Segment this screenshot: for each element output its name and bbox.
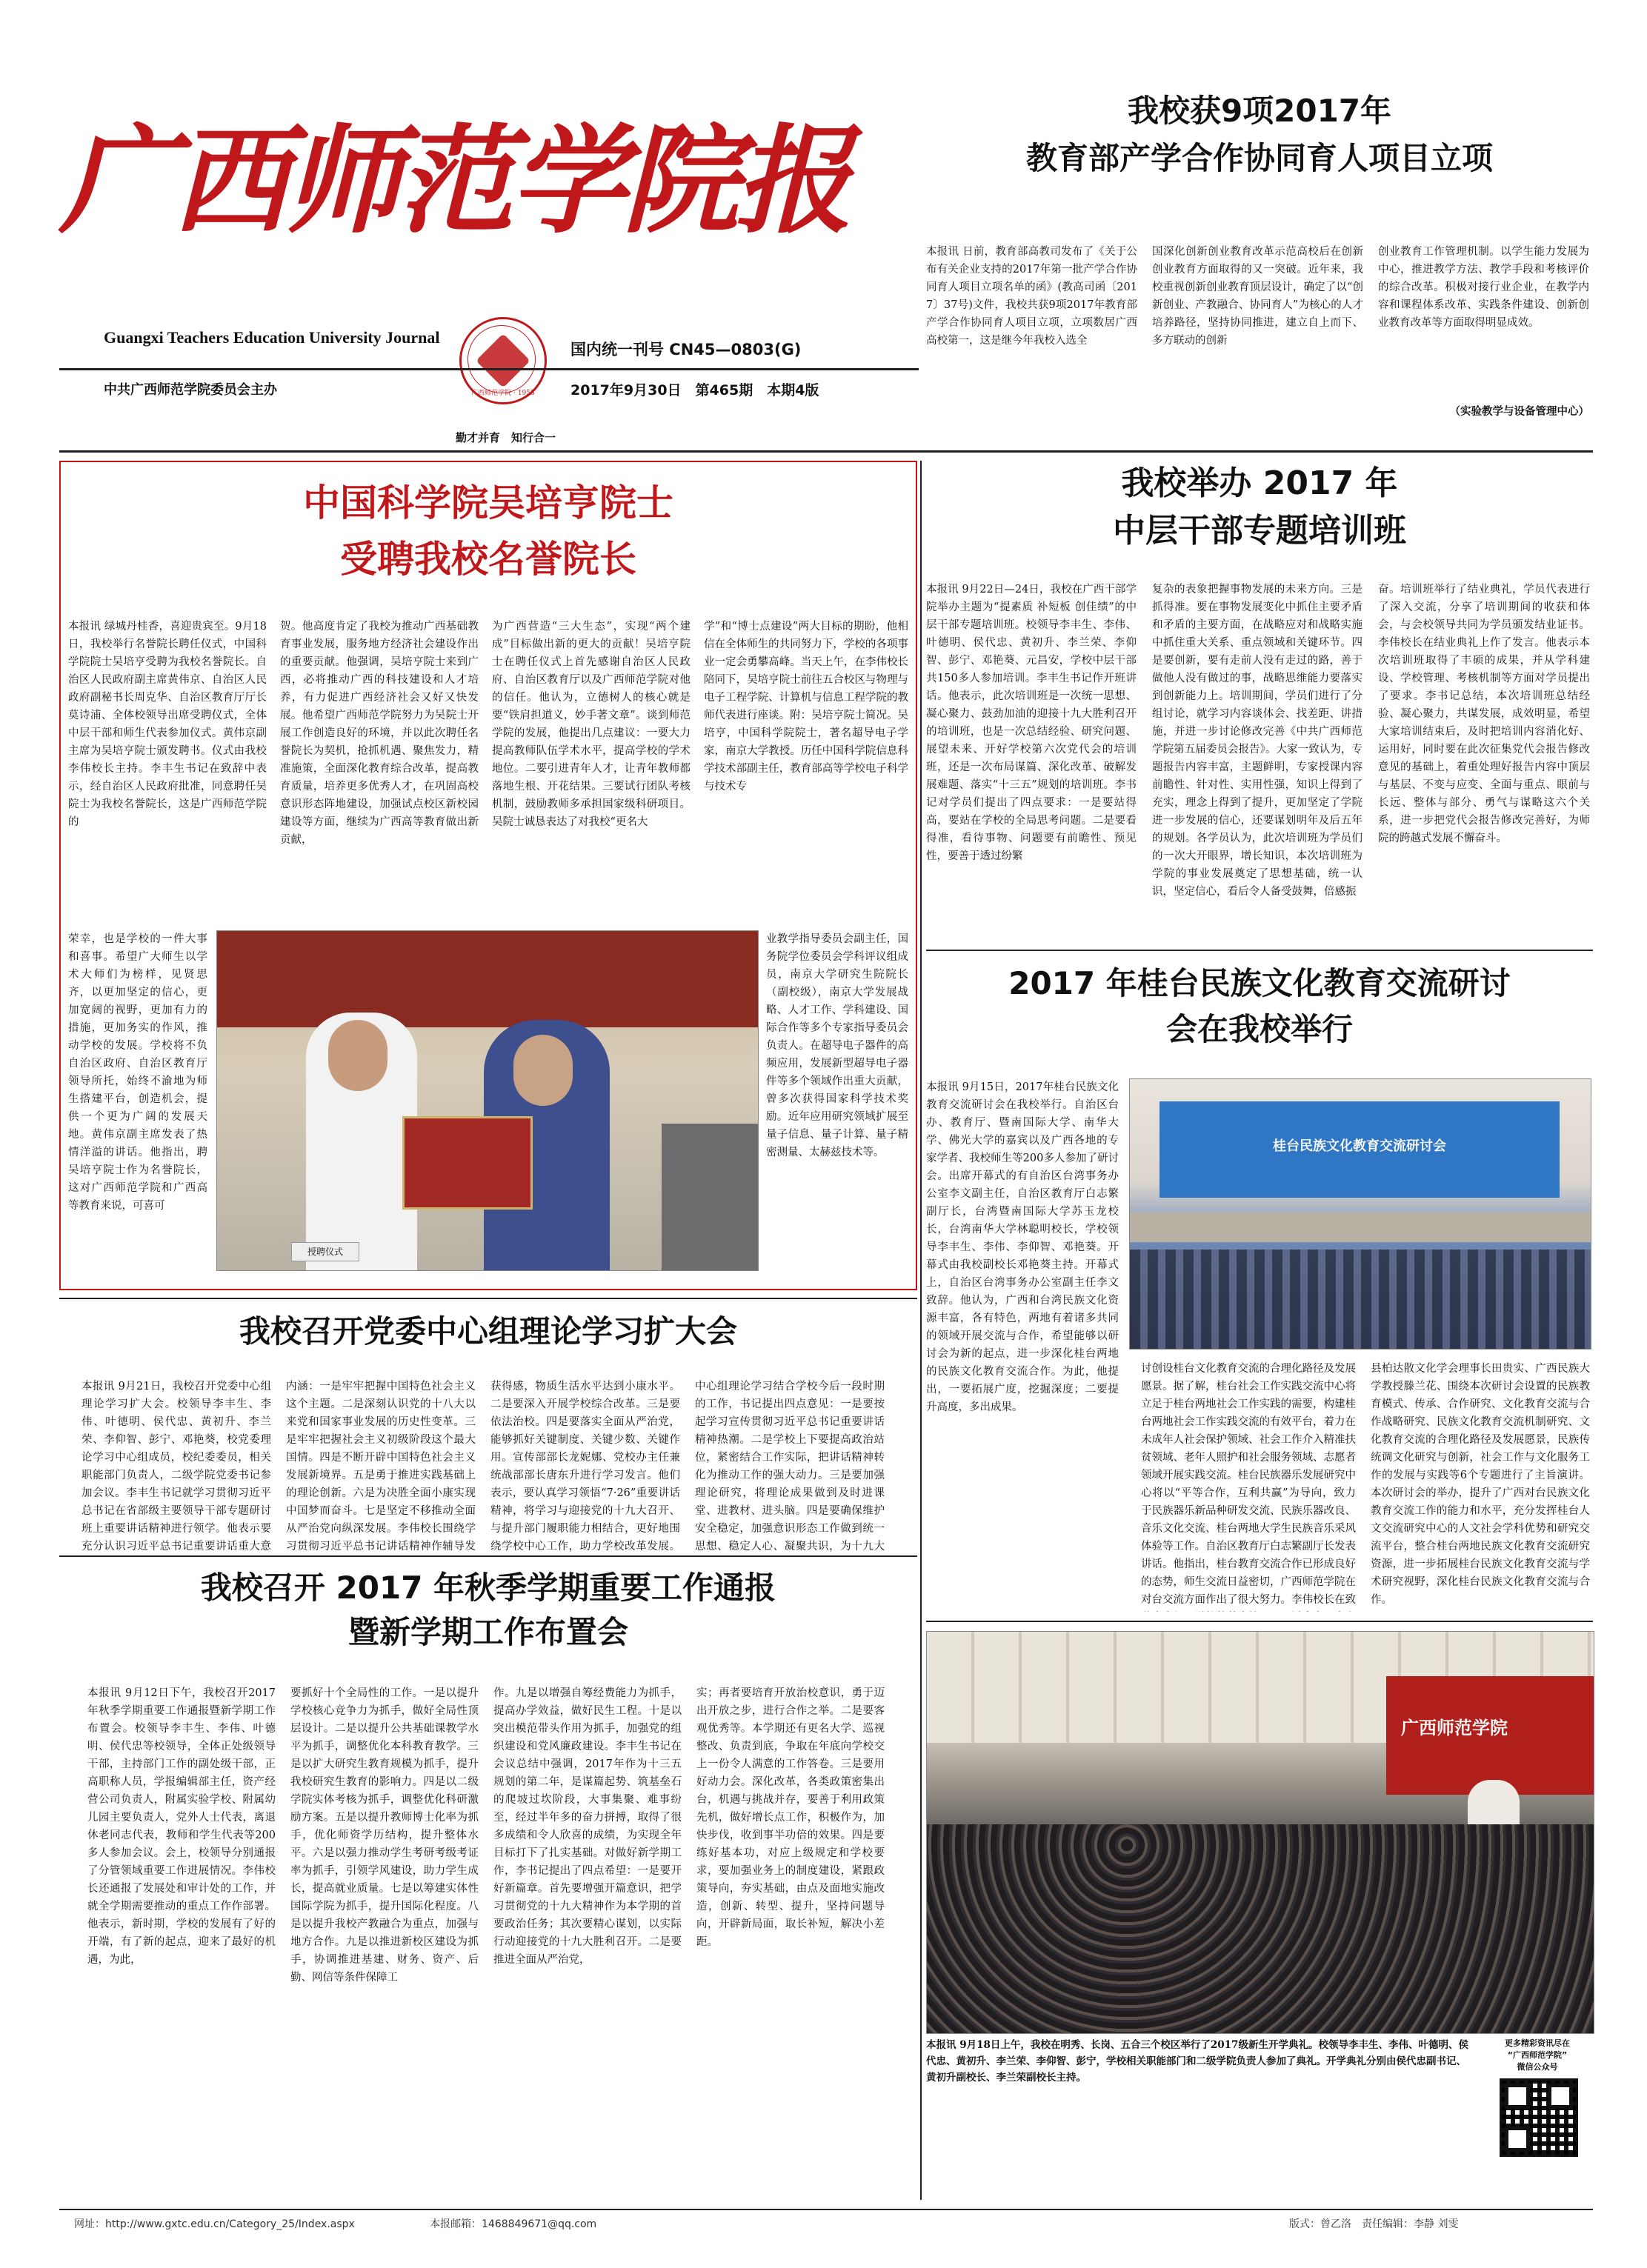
article-title-line2: 受聘我校名誉院长	[340, 538, 636, 581]
article-text-left-lower: 荣幸，也是学校的一件大事和喜事。希望广大师生以学术大师们为榜样，见贤思齐，以更加坚定的信心，更加宽阔的视野，更加有力的措施，更加务实的作风，推动学校的发展。学校将不负自治区政府、自治区教育厅领导所托，始终不渝地为师生搭建平台，创造机会，提供一个更为广阔的发展天地。黄伟京副主席发表了热情洋溢的讲话。他指出，聘吴培亨院士作为名誉院长，这对广西师范学院和广西高等教育来说，可喜可	[68, 933, 207, 1212]
article-title-line2: 教育部产学合作协同育人项目立项	[1025, 140, 1493, 176]
footer-website[interactable]: 网址：http://www.gxtc.edu.cn/Category_25/Index.aspx	[74, 2218, 355, 2230]
masthead-title: 广西师范学院报	[59, 113, 848, 250]
article-text-col2: 贺。他高度肯定了我校为推动广西基础教育事业发展，服务地方经济社会建设作出的重要贡献。他强调，吴培亨院士来到广西，必将推动广西的科技建设和人才培养，有力促进广西经济社会又好又快发展。他希望广西师范学院努力为吴院士开展工作创造良好的环境，并以此次聘任名誉院长为契机，抢抓机遇、聚焦发力，精准施策，全面深化教育综合改革，提高教育质量，培养更多优秀人才，在巩固高校意识形态阵地建设，加强试点校区新校园建设等方面，继续为广西高等教育做出新贡献，	[280, 621, 479, 846]
article-title-line1: 2017 年桂台民族文化教育交流研讨	[1008, 965, 1511, 1001]
article-semester-meeting	[59, 1564, 917, 2201]
article-industry-projects	[926, 89, 1593, 459]
article-text-right-lower: 业教学指导委员会副主任，国务院学位委员会学科评议组成员，南京大学研究生院院长（副校级），南京大学发展战略、人才工作、学科建设、国际合作等多个专家指导委员会负责人。在超导电子器件的高频应用，发展新型超导电子器件等多个领域作出重大贡献，曾多次获得国家科学技术奖励。近年应用研究领域扩展至量子信息、量子计算、量子精密测量、太赫兹技术等。	[766, 933, 908, 1158]
qr-note-line2: “广西师范学院”	[1507, 2050, 1568, 2060]
article-text-col3: 获得感，物质生活水平达到小康水平。二是要深入开展学校综合改革。三是要依法治校。四是要落实全面从严治党，能够抓好关键制度、关键少数、关键作用。宣传部部长龙妮娜、党校办主任兼统战部部长唐东升进行学习发言。他们表示，要认真学习领悟“7·26”重要讲话精神，将学习与迎接党的十九大召开、与提升部门履职能力相结合，更好地围绕学校中心工作，助力学校改革发展。	[490, 1381, 680, 1552]
cn-number: 国内统一刊号 CN45—0803(G)	[570, 341, 802, 358]
article-text-col2: 讨创设桂台文化教育交流的合理化路径及发展愿景。据了解，桂台社会工作实践交流中心将立足于桂台两地社会工作实践的需要，构建桂台两地社会工作实践交流的有效平台，着力在未成年人社会保护领域、社会工作介入精准扶贫领域、老年人照护和社会服务领域、志愿者领域开展实践交流。桂台民族器乐发展研究中心将以“平等合作，互利共赢”为导向，致力于民族器乐新品种研发交流、民族乐器改良、音乐文化交流、桂台两地大学生民族音乐采风体验等工作。自治区教育厅白志繁副厅长发表讲话。他指出，桂台教育交流合作已形成良好的态势，师生交流日益密切，广西师范学院在对台交流方面作出了很大努力。李伟校长在致	[1141, 1363, 1356, 1606]
article-text-col3: 创业教育工作管理机制。以学生能力发展为中心，推进教学方法、教学手段和考核评价的综合改革。积极对接行业企业，在教学内容和课程体系改革、实践条件建设、创新创业教育改革等方面取得明显成效。	[1378, 246, 1589, 329]
article-text-col1: 本报讯 9月21日，我校召开党委中心组理论学习扩大会。校领导李丰生、李伟、叶德明、侯代忠、黄初升、李兰荣、李仰智、彭宁、邓艳葵，校党委理论学习中心组成员，校纪委委员，相关职能部门负责人，二级学院党委书记参加会议。李丰生书记就学习贯彻习近平总书记在省部级主要领导干部专题研讨班上重要讲话精神进行领学。他表示要充分认识习近平总书记重要讲话重大意	[81, 1381, 271, 1552]
article-text-col1: 本报讯 日前，教育部高教司发布了《关于公布有关企业支持的2017年第一批产学合作协同育人项目立项名单的函》(教高司函〔2017〕37号)文件，我校共获9项2017年教育部产学合作协同育人项目立项，立项数居广西高校第一，这是继今年我校入选全	[926, 246, 1137, 347]
qr-note-line3: 微信公众号	[1517, 2062, 1558, 2072]
article-text-col1: 本报讯 9月15日，2017年桂台民族文化教育交流研讨会在我校举行。自治区台办、教育厅、暨南国际大学、南华大学、佛光大学的嘉宾以及广西各地的专家学者、我校师生等200多人参加了研讨会。出席开幕式的有自治区台湾事务办公室李文副主任，自治区教育厅白志繁副厅长，台湾暨南国际大学苏玉龙校长，台湾南华大学林聪明校长，学校领导李丰生、李伟、李仰智、邓艳葵。开幕式由我校副校长邓艳葵主持。开幕式上，自治区台湾事务办公室副主任李文致辞。他认为，广西和台湾民族文化资源丰富，各有特色，两地有着诸多共同的领域开展交流与合作，希望能够以研讨会为新的起点，进一步深化桂台两地的民族文化教育交流合作。为此，他提出，一要拓展广度，挖掘深度；二要提升高度，多出成果。	[926, 1081, 1119, 1413]
article-text-col4: 中心组理论学习结合学校今后一段时期的工作，书记提出四点意见：一是要按起学习宣传贯彻习近平总书记重要讲话精神热潮。二是学校上下要提高政治站位，紧密结合工作实际，把讲话精神转化为推动工作的强大动力。三是要加强理论研究，将理论成果做到及时进课堂、进教材、进头脑。四是要确保维护安全稳定，加强意识形态工作做到统一思想、稳定人心、凝聚共识，为十九大	[695, 1381, 885, 1552]
school-motto: 勤才并育 知行合一	[456, 431, 556, 444]
article-text-col1: 本报讯 9月22日—24日，我校在广西干部学院举办主题为“提素质 补短板 创佳绩”的中层干部专题培训班。校领导李丰生、李伟、叶德明、侯代忠、黄初升、李兰荣、李仰智、彭宁、邓艳葵、元昌安，学校中层干部共150多人参加培训。李丰生书记作开班讲话。他表示，此次培训班是一次统一思想、凝心聚力、鼓劲加油的迎接十九大胜利召开的培训班，也是一次总结经验、研究问题、展望未来、开好学校第六次党代会的培训班，还是一次布局谋篇、深化改革、破解发展难题、落实“十三五”规划的培训班。李书记对学员们提出了四点要求：一是要站得高，要站在学校的全局思考问题。二是要看得准，看待事物、问题要有前瞻性、预见性，要善于透过纷繁	[926, 584, 1137, 862]
footer-email: 本报邮箱：1468849671@qq.com	[430, 2218, 597, 2230]
article-title-line1: 我校获9项2017年	[1127, 93, 1392, 129]
article-title: 我校召开党委中心组理论学习扩大会	[239, 1313, 737, 1350]
article-title-line1: 我校召开 2017 年秋季学期重要工作通报	[200, 1570, 776, 1606]
stage-banner-text: 广西师范学院	[1401, 1718, 1508, 1738]
article-title-line1: 中国科学院吴培亨院士	[303, 481, 673, 524]
date-issue: 2017年9月30日 第465期 本期4版	[570, 382, 819, 398]
photo-opening-ceremony	[926, 1631, 1594, 2034]
article-title-line1: 我校举办 2017 年	[1121, 464, 1398, 502]
article-text-col3: 为广西营造“三大生态”，实现“两个建成”目标做出新的更大的贡献！吴培亨院士在聘任仪式上首先感谢自治区人民政府、自治区教育厅以及广西师范学院对他的信任。他认为，立德树人的核心就是要“铁肩担道义，妙手著文章”。谈到师范学院的发展，他提出几点建议：一要大力提高教师队伍学术水平，提高学校的学术地位。二要引进青年人才，让青年教师都落地生根、开花结果。三要试行团队考核机制，鼓励教师多承担国家级科研项目。吴院士诚恳表达了对我校“更名大	[492, 621, 691, 828]
photo-seminar-hall	[1129, 1078, 1591, 1350]
article-title-line2: 中层干部专题培训班	[1113, 512, 1406, 550]
school-seal-logo	[459, 317, 547, 404]
footer-editors: 版式：曾乙洛 责任编辑：李静 刘雯	[1289, 2218, 1459, 2230]
seal-text: 广西师范学院 · 1953	[471, 390, 535, 397]
article-text-col2: 内涵：一是牢牢把握中国特色社会主义这个主题。二是深刻认识党的十八大以来党和国家事业发展的历史性变革。三是牢牢把握社会主义初级阶段这个最大国情。四是不断开辟中国特色社会主义发展新境界。五是勇于推进实践基础上的理论创新。六是为决胜全面小康实现中国梦而奋斗。七是坚定不移推动全面从严治党向纵深发展。李伟校长围绕学习贯彻习近平总书记讲话精神作辅导发	[286, 1381, 476, 1552]
article-text-col4: 实；再者要培育开放治校意识，勇于迈出开放之步，进行合作之举。二是要客观优秀等。本学期还有更名大学、巡视整改、负责到底，争取在年底向学校交上一份令人满意的工作答卷。三是要用好动力会。深化改革，各类政策密集出台，机遇与挑战并存，要善于利用政策先机，做好增长点工作，积极作为，加快步伐，收到事半功倍的效果。四是要练好基本功，对应上级规定和学校要求，要加强业务上的制度建设，紧跟政策导向，夯实基础，由点及面地实施改造，创新、转型、提升，坚持问题导向，开辟新局面，取长补短，解决小差距。	[696, 1687, 885, 1948]
article-text-col1: 本报讯 绿城丹桂香，喜迎贵宾至。9月18日，我校举行名誉院长聘任仪式，中国科学院院士吴培亨受聘为我校名誉院长。自治区人民政府副主席黄伟京、自治区人民政府副秘书长周克华、自治区教育厅厅长莫诗浦、全体校领导出席受聘仪式，全体中层干部和师生代表参加仪式。黄伟京副主席为吴培亨院士颁发聘书。仪式由我校李伟校长主持。李丰生书记在致辞中表示，经自治区人民政府批准，同意聘任吴院士为我校名誉院长，这是广西师范学院的	[68, 621, 267, 828]
seminar-banner-text: 桂台民族文化教育交流研讨会	[1273, 1138, 1446, 1154]
qr-note	[1482, 2037, 1593, 2200]
masthead	[59, 74, 919, 459]
article-guitai-seminar	[926, 960, 1593, 1627]
article-academician-box	[59, 461, 917, 1290]
article-text-col1: 本报讯 9月12日下午，我校召开2017年秋季学期重要工作通报暨新学期工作布置会。校领导李丰生、李伟、叶德明、侯代忠等校领导，全体正处级领导干部，主持部门工作的副处级干部，正高职称人员，学报编辑部主任，资产经营公司负责人，附属实验学校、附属幼儿园主要负责人，党外人士代表，离退休老同志代表，教师和学生代表等200多人参加会议。会上，校领导分别通报了分管领域重要工作进展情况。李伟校长还通报了发展处和审计处的工作，并就全学期需要推动的重点工作作部署。他表示，新时期，学校的发展有了好的开端，有了新的起点，迎来了最好的机遇，为此，	[87, 1687, 276, 1966]
article-source: （实验教学与设备管理中心）	[1449, 405, 1589, 418]
article-title-line2: 暨新学期工作布置会	[347, 1614, 628, 1650]
qr-code-icon[interactable]	[1500, 2078, 1578, 2157]
qr-note-line1: 更多精彩资讯尽在	[1505, 2038, 1570, 2048]
masthead-english: Guangxi Teachers Education University Journal	[104, 328, 440, 347]
article-text-col3: 奋。培训班举行了结业典礼，学员代表进行了深入交流，分享了培训期间的收获和体会，与会校领导共同为学员颁发结业证书。李伟校长在结业典礼上作了发言。他表示本次培训班取得了丰硕的成果，并从学科建设、学校管理、考核机制等方面对学员提出了要求。李书记总结，本次培训班总结经验、凝心聚力，共谋发展，成效明显，希望大家培训结束后，及时把培训内容消化好、运用好，同时要在此次征集党代会报告修改意见的基础上，着重处理好报告内容中顶层与基层、不变与应变、全面与重点、眼前与长远、整体与部分、勇气与谋略这六个关系，进一步把党代会报告修改完善好，为师院的跨越式发展不懈奋斗。	[1378, 584, 1590, 844]
article-text-col2: 要抓好十个全局性的工作。一是以提升学校核心竞争力为抓手，做好全局性顶层设计。二是以提升公共基础课教学水平为抓手，调整优化本科教育教学。三是以扩大研究生教育规模为抓手，提升我校研究生教育的影响力。四是以二级学院实体考核为抓手，调整优化科研激励方案。五是以提升教师博士化率为抓手，优化师资学历结构，提升整体水平。六是以强力推动学生考研考级考证率为抓手，引领学风建设，助力学生成长，提高就业质量。七是以筹建实体性国际学院为抓手，提升国际化程度。八是以提升我校产教融合为重点，加强与地方合作。九是以推进新校区建设为抓手，协调推进基建、财务、资产、后勤、网信等条件保障工	[290, 1687, 479, 1984]
photo-caption: 本报讯 9月18日上午，我校在明秀、长岗、五合三个校区举行了2017级新生开学典礼。校领导李丰生、李伟、叶德明、侯代忠、黄初升、李兰荣、李仰智、彭宁，学校相关职能部门和二级学院负责人参加了典礼。开学典礼分别由侯代忠副书记、黄初升副校长、李兰荣副校长主持。	[926, 2039, 1468, 2084]
photo-sign: 授聘仪式	[291, 1242, 359, 1261]
article-text-col3: 县柏达散文化学会理事长田贵实、广西民族大学教授滕兰花、围绕本次研讨会设置的民族教育模式、传承、合作研究、文化教育交流与合作战略研究、民族文化教育交流机制研究、文化教育交流的合理化路径及发展愿景，民族传统调文化研究与创新，社会工作与文化服务工作的发展与实践等6个专题进行了主旨演讲。本次研讨会的举办，提升了广西对台民族文化教育交流工作的能力和水平，充分发挥桂台人文交流研究中心的人文社会学科优势和研究交流平台，整合桂台两地民族文化教育交流研究资源，进一步拓展桂台民族文化教育交流与学术研究视野，深化桂台民族文化教育交流与合作。	[1371, 1363, 1590, 1606]
article-cadre-training	[926, 461, 1593, 950]
sponsor-line: 中共广西师范学院委员会主办	[104, 382, 277, 398]
article-text-col2: 国深化创新创业教育改革示范高校后在创新创业教育方面取得的又一突破。近年来，我校重视创新创业教育顶层设计，确定了以“创新创业、产教融合、协同育人”为核心的人才培养路径，坚持协同推进，建立自上而下、多方联动的创新	[1152, 246, 1363, 347]
photo-award-ceremony	[216, 930, 759, 1271]
article-text-col4: 学”和“博士点建设”两大目标的期盼，他相信在全体师生的共同努力下，学校的各项事业一定会勇攀高峰。当天上午，在李伟校长陪同下，吴培亨院士前往五合校区与物理与电子工程学院、计算机与信息工程学院的教师代表进行座谈。附：吴培亨院士简况。吴培亨，中国科学院院士，著名超导电子学家，南京大学教授。历任中国科学院信息科学技术部副主任，教育部高等学校电子科学与技术专	[704, 621, 908, 793]
article-text-col2: 复杂的表象把握事物发展的未来方向。三是抓得准。要在事物发展变化中抓住主要矛盾和矛盾的主要方面，在战略应对和战略实施中抓住重大关系、重点领域和关键环节。四是要创新，要有走前人没有走过的路，善于做他人没有做过的事，战略思维能力要落实到创新能力上。培训期间，学员们进行了分组讨论，就学习内容谈体会、找差距、讲措施，并进一步讨论修改完善《中共广西师范学院第五届委员会报告》。大家一致认为，专题报告内容丰富，主题鲜明，专家授课内容前瞻性、针对性、实用性强，知识上得到了充实，理念上得到了提升，更加坚定了学院进一步发展的信心，还要谋划明年及后五年的规划。各学员认为，此次培训班为学员们的一次大开眼界，增长知识，本次培训班为学院的事业发展奠定了思想基础，统一认识，坚定信心，看后令人备受鼓舞，倍感振	[1152, 584, 1362, 898]
article-text-col3: 作。九是以增强自筹经费能力为抓手，提高办学效益，做好民生工程。十是以突出模范带头作用为抓手，加强党的组织建设和党风廉政建设。李丰生书记在会议总结中强调，2017年作为十三五规划的第二年，是谋篇起势、筑基垒石的爬坡过坎阶段，大事集聚、难事纷至，经过半年多的奋力拼搏，取得了很多成绩和令人欣喜的成绩，为实现全年目标打下了扎实基础。对做好新学期工作，李书记提出了四点希望：一是要开好新篇章。首先要增强开篇意识，把学习贯彻党的十九大精神作为本学期的首要政治任务；其次要精心谋划，以实际行动迎接党的十九大胜利召开。二是要推进全面从严治党，	[493, 1687, 682, 1966]
article-title-line2: 会在我校举行	[1165, 1011, 1353, 1047]
article-party-study	[59, 1310, 917, 1552]
